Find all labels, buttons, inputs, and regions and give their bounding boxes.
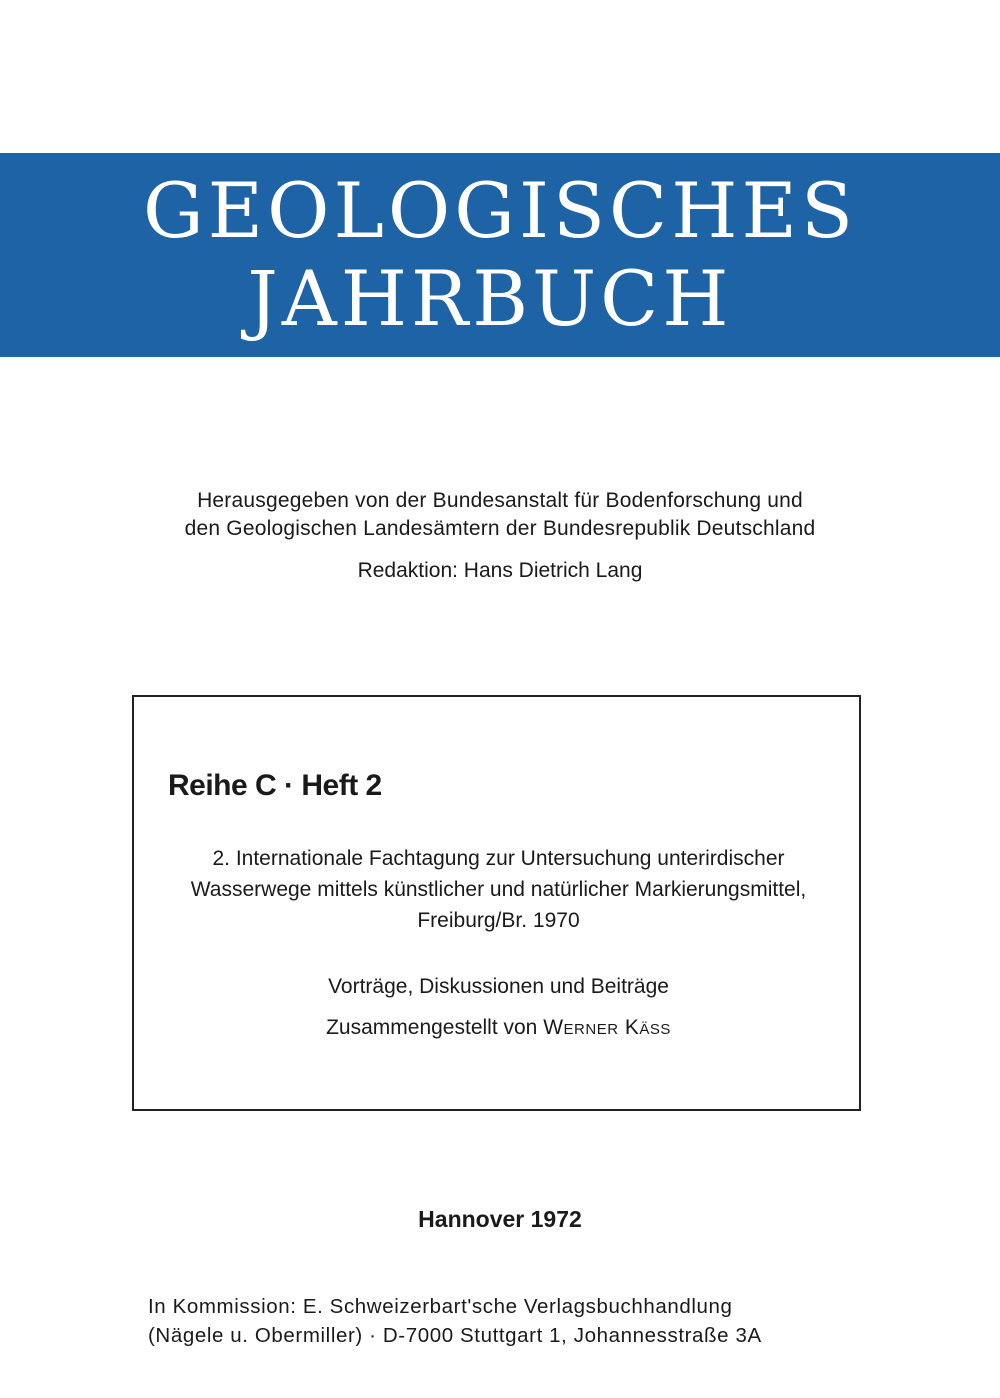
issue-subtitle: Vorträge, Diskussionen und Beiträge	[328, 975, 669, 998]
title-band	[0, 153, 1000, 357]
journal-title-line1: GEOLOGISCHES	[142, 166, 858, 255]
conference-title-line-3: Freiburg/Br. 1970	[417, 909, 580, 932]
journal-title-line2: JAHRBUCH	[247, 254, 733, 343]
issue-box	[132, 695, 861, 1111]
commission-imprint	[148, 1292, 868, 1350]
commission-line-2: (Nägele u. Obermiller) · D-7000 Stuttgart 1, Johannesstraße 3A	[148, 1324, 762, 1347]
compiled-by-line	[134, 1012, 863, 1043]
editor-line: Redaktion: Hans Dietrich Lang	[357, 559, 643, 582]
conference-title-line-2: Wasserwege mittels künstlicher und natürlicher Markierungsmittel,	[190, 878, 807, 901]
compiler-name: Werner Käss	[543, 1016, 671, 1039]
conference-title-line-1: 2. Internationale Fachtagung zur Untersuchung unterirdischer	[212, 847, 785, 870]
publisher-line-1: Herausgegeben von der Bundesanstalt für Bodenforschung und	[197, 489, 803, 512]
compiled-by-prefix: Zusammengestellt von	[326, 1016, 544, 1039]
place-and-year: Hannover 1972	[418, 1206, 582, 1232]
conference-title	[134, 843, 863, 936]
publisher-statement	[100, 487, 900, 543]
series-heading: Reihe C · Heft 2	[168, 769, 382, 802]
commission-line-1: In Kommission: E. Schweizerbart'sche Verlagsbuchhandlung	[148, 1295, 733, 1318]
publisher-line-2: den Geologischen Landesämtern der Bundesrepublik Deutschland	[184, 517, 816, 540]
